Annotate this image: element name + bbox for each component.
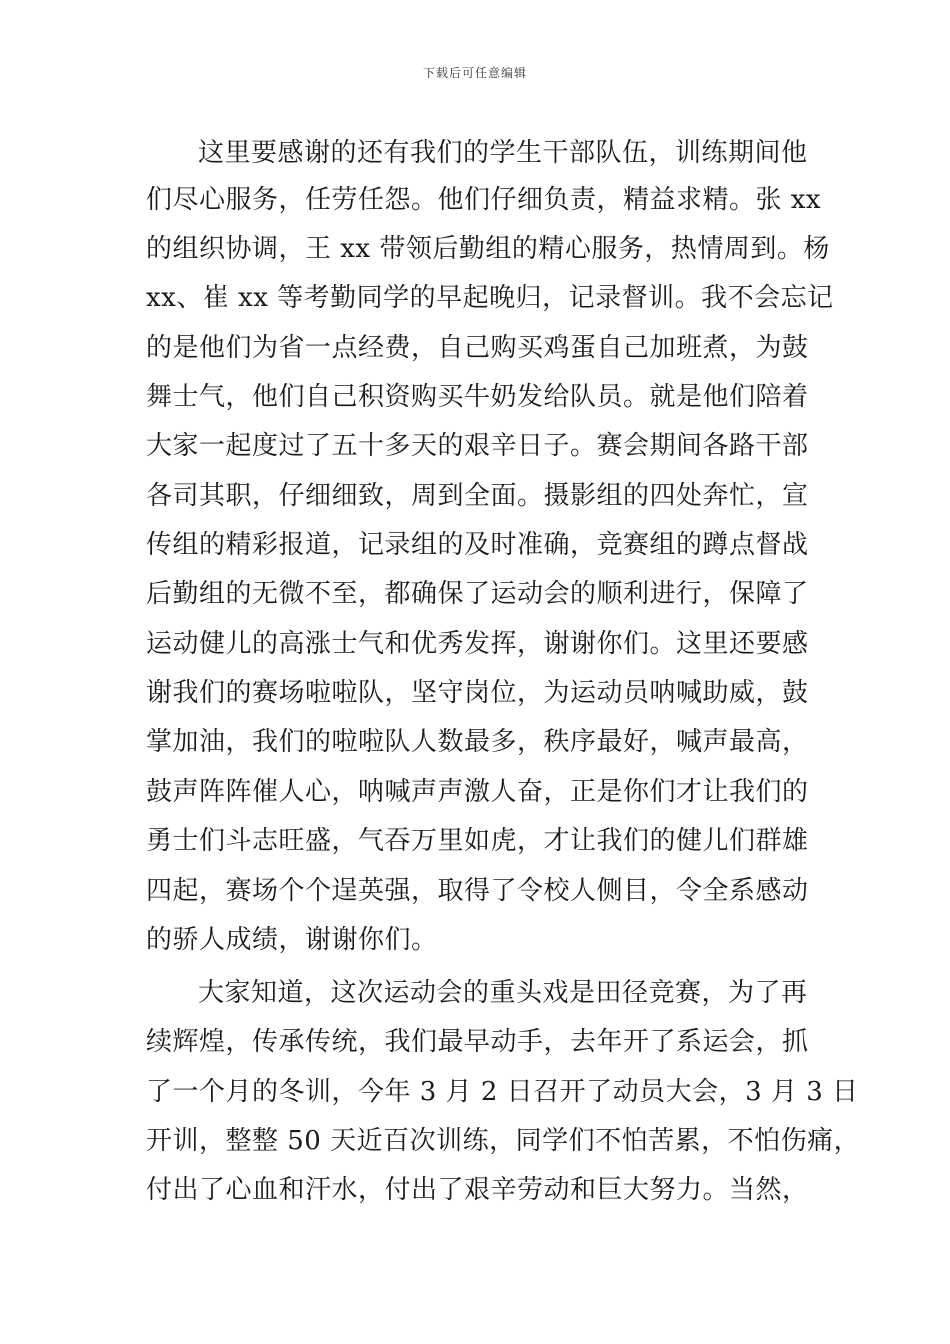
paragraph-line: 掌加油，我们的啦啦队人数最多，秩序最好，喊声最高， [146, 727, 809, 757]
paragraph-line: 谢我们的赛场啦啦队，坚守岗位，为运动员呐喊助威，鼓 [146, 678, 809, 708]
page-header: 下载后可任意编辑 [422, 66, 527, 80]
paragraph-line: 这里要感谢的还有我们的学生干部队伍，训练期间他 [198, 138, 808, 168]
paragraph-line: 大家一起度过了五十多天的艰辛日子。赛会期间各路干部 [146, 431, 809, 461]
paragraph-line: 了一个月的冬训，今年 3 月 2 日召开了动员大会，3 月 3 日 [146, 1077, 859, 1107]
paragraph-line: 后勤组的无微不至，都确保了运动会的顺利进行，保障了 [146, 579, 809, 609]
paragraph-line: 四起，赛场个个逞英强，取得了令校人侧目，令全系感动 [146, 876, 809, 906]
paragraph-line: 运动健儿的高涨士气和优秀发挥，谢谢你们。这里还要感 [146, 629, 809, 659]
paragraph-line: xx、崔 xx 等考勤同学的早起晚归，记录督训。我不会忘记 [146, 283, 834, 313]
paragraph-line: 开训，整整 50 天近百次训练，同学们不怕苦累，不怕伤痛， [146, 1126, 861, 1156]
paragraph-line: 传组的精彩报道，记录组的及时准确，竞赛组的蹲点督战 [146, 530, 809, 560]
paragraph-line: 鼓声阵阵催人心，呐喊声声激人奋，正是你们才让我们的 [146, 777, 809, 807]
paragraph-line: 大家知道，这次运动会的重头戏是田径竞赛，为了再 [198, 978, 808, 1008]
paragraph-line: 的组织协调，王 xx 带领后勤组的精心服务，热情周到。杨 [146, 234, 830, 264]
paragraph-line: 各司其职，仔细细致，周到全面。摄影组的四处奔忙，宣 [146, 481, 809, 511]
paragraph-line: 勇士们斗志旺盛，气吞万里如虎，才让我们的健儿们群雄 [146, 826, 809, 856]
paragraph-line: 的骄人成绩，谢谢你们。 [146, 925, 438, 955]
paragraph-line: 们尽心服务，任劳任怨。他们仔细负责，精益求精。张 xx [146, 185, 822, 215]
paragraph-line: 付出了心血和汗水，付出了艰辛劳动和巨大努力。当然， [146, 1175, 809, 1205]
paragraph-line: 续辉煌，传承传统，我们最早动手，去年开了系运会，抓 [146, 1027, 809, 1057]
paragraph-line: 舞士气，他们自己积资购买牛奶发给队员。就是他们陪着 [146, 382, 809, 412]
paragraph-line: 的是他们为省一点经费，自己购买鸡蛋自己加班煮，为鼓 [146, 333, 809, 363]
